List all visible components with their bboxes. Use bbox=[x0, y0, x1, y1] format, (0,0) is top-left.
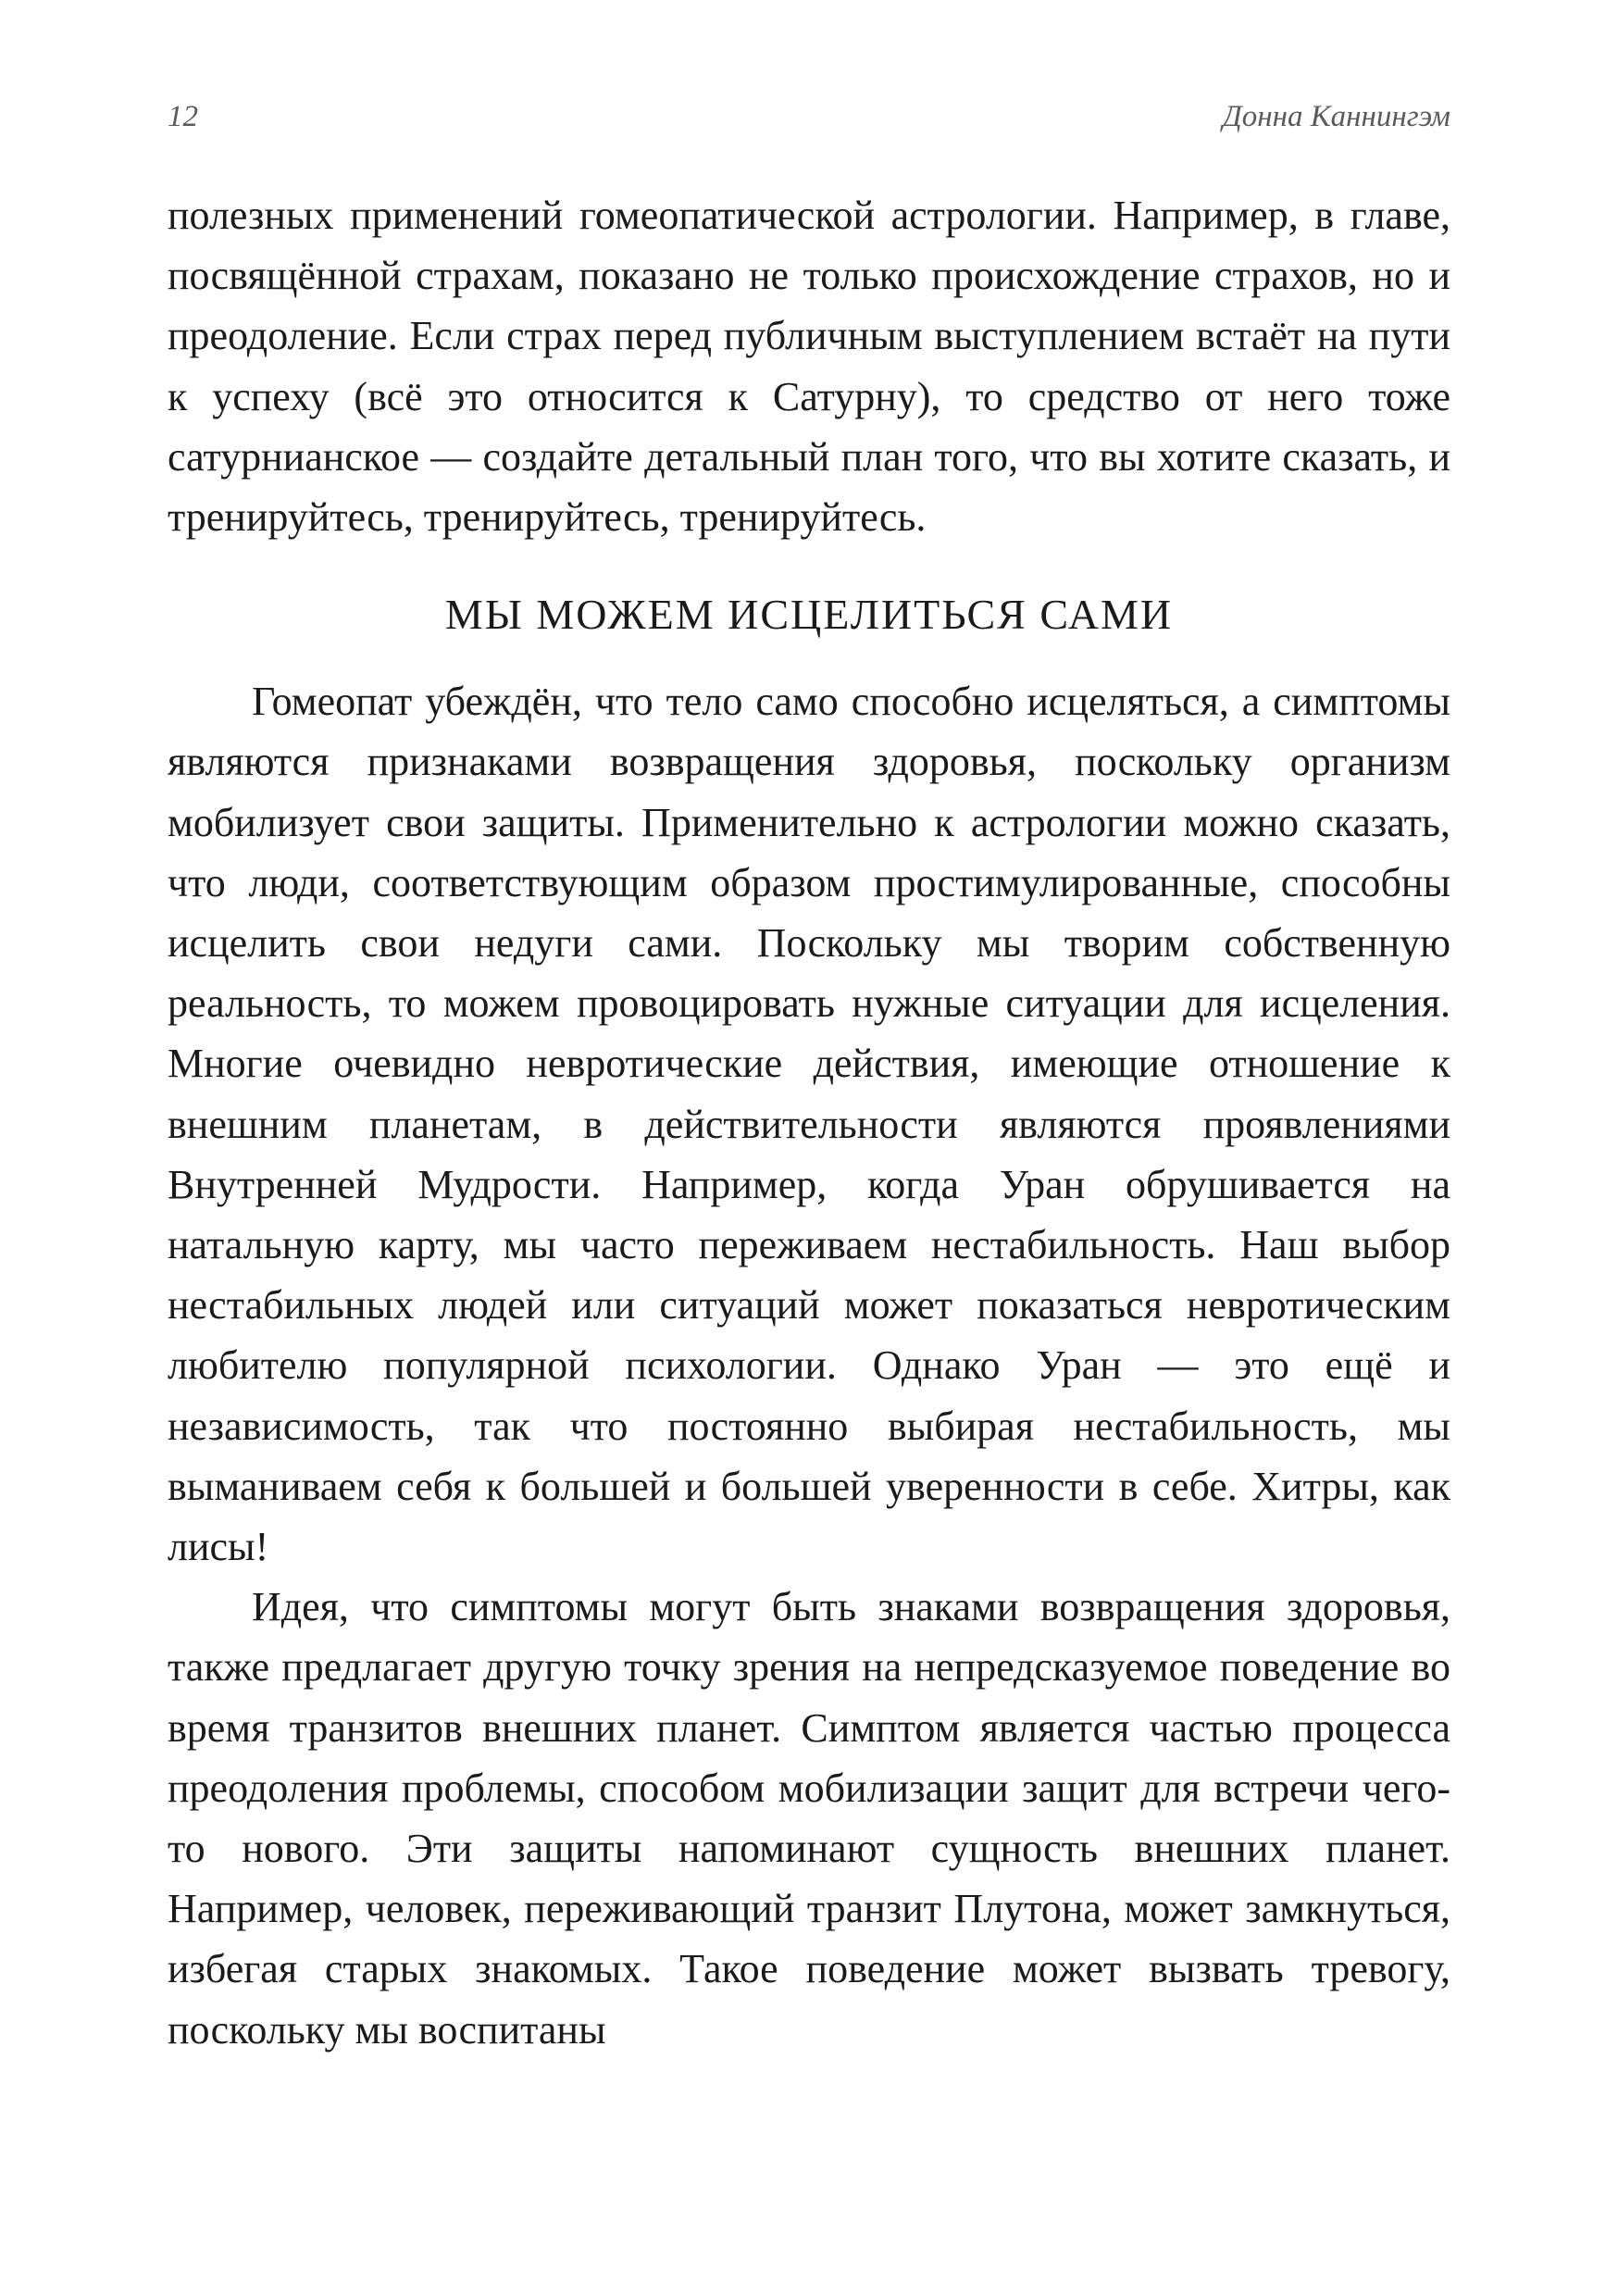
section-heading: МЫ МОЖЕМ ИСЦЕЛИТЬСЯ САМИ bbox=[444, 591, 1174, 639]
body-paragraph-1: Гомеопат убеждён, что тело само способно исцеляться, а симптомы являются признаками возвращения здоровья, поскольку организм мобилизует свои защиты. Применительно к астрологии можно сказать, что люди, соответствующим образом простимулированные, способны исцелить свои недуги сами. Поскольку мы творим собственную реальность, то можем провоцировать нужные ситуации для исцеления. Многие очевидно невротические действия, имеющие отношение к внешним планетам, в действительности являются проявлениями Внутренней Мудрости. Например, когда Уран обрушивается на натальную карту, мы часто переживаем нестабильность. Наш выбор нестабильных людей или ситуаций может показаться невротическим любителю популярной психологии. Однако Уран — это ещё и независимость, так что постоянно выбирая нестабильность, мы выманиваем себя к большей и большей уверенности в себе. Хитры, как лисы! bbox=[168, 679, 1450, 1570]
page-number: 12 bbox=[168, 100, 198, 133]
running-head-author: Донна Каннингэм bbox=[1222, 100, 1450, 133]
running-head bbox=[168, 100, 1450, 141]
page-body bbox=[168, 185, 1450, 2060]
continued-paragraph: полезных применений гомеопатической астрологии. Например, в главе, посвящённой страхам, показано не только происхождение страхов, но и преодоление. Если страх перед публичным выступлением встаёт на пути к успеху (всё это относится к Сатурну), то средство от него тоже сатурнианское — создайте детальный план того, что вы хотите сказать, и тренируйтесь, тренируйтесь, тренируйтесь. bbox=[168, 193, 1450, 541]
body-paragraph-2: Идея, что симптомы могут быть знаками возвращения здоровья, также предлагает другую точку зрения на непредсказуемое поведение во время транзитов внешних планет. Симптом является частью процесса преодоления проблемы, способом мобилизации защит для встречи чего-то нового. Эти защиты напоминают сущность внешних планет. Например, человек, переживающий транзит Плутона, может замкнуться, избегая старых знакомых. Такое поведение может вызвать тревогу, поскольку мы воспитаны bbox=[168, 1584, 1450, 2053]
